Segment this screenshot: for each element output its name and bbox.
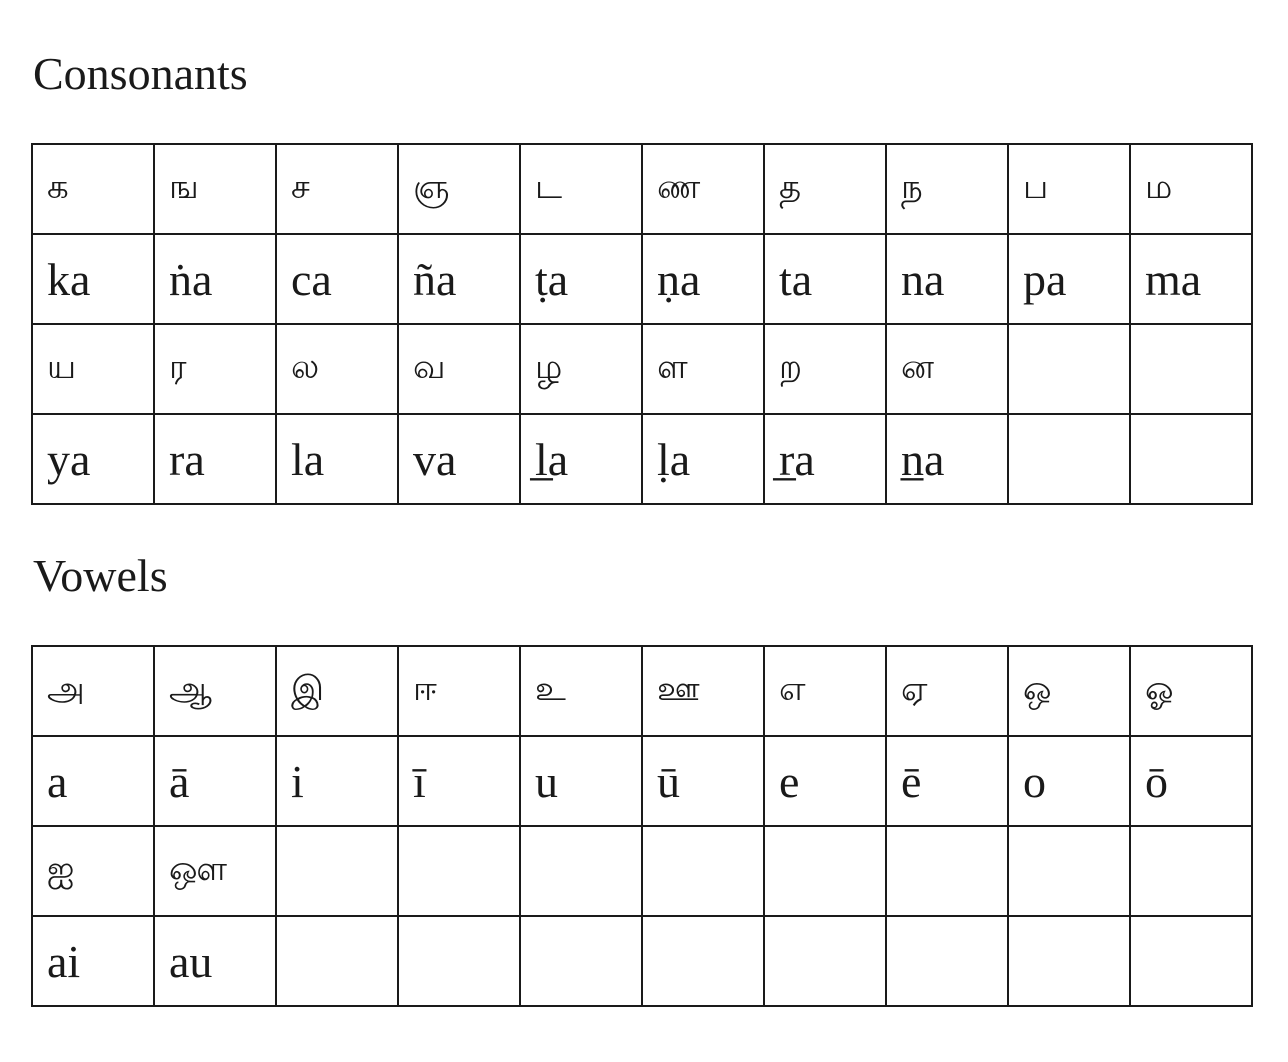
- consonants-tamil-letter-cell: ல: [276, 324, 398, 414]
- consonants-transliteration-cell: ka: [32, 234, 154, 324]
- consonants-transliteration-cell: ḷa: [642, 414, 764, 504]
- vowels-transliteration-cell: u: [520, 736, 642, 826]
- consonants-transliteration-cell: l̲a: [520, 414, 642, 504]
- vowels-tamil-letter-cell: [276, 826, 398, 916]
- consonants-script-row: [32, 324, 1252, 414]
- vowels-transliteration-cell: i: [276, 736, 398, 826]
- vowels-heading: Vowels: [33, 550, 168, 601]
- vowels-tamil-letter-cell: [1130, 826, 1252, 916]
- consonants-tamil-letter-cell: ள: [642, 324, 764, 414]
- consonants-tamil-letter-cell: ப: [1008, 144, 1130, 234]
- vowels-tamil-letter-cell: ஏ: [886, 646, 1008, 736]
- vowels-transliteration-cell: ai: [32, 916, 154, 1006]
- vowels-tamil-letter-cell: ஐ: [32, 826, 154, 916]
- vowels-transliteration-cell: [276, 916, 398, 1006]
- vowels-transliteration-cell: ō: [1130, 736, 1252, 826]
- vowels-tamil-letter-cell: ஓ: [1130, 646, 1252, 736]
- vowels-transliteration-cell: e: [764, 736, 886, 826]
- consonants-latin-row: [32, 234, 1252, 324]
- vowels-tamil-letter-cell: [520, 826, 642, 916]
- vowels-tamil-letter-cell: [398, 826, 520, 916]
- vowels-tamil-letter-cell: ஆ: [154, 646, 276, 736]
- consonants-tamil-letter-cell: த: [764, 144, 886, 234]
- consonants-tamil-letter-cell: ழ: [520, 324, 642, 414]
- vowels-transliteration-cell: [886, 916, 1008, 1006]
- consonants-tamil-letter-cell: ய: [32, 324, 154, 414]
- vowels-transliteration-cell: ā: [154, 736, 276, 826]
- consonants-script-row: [32, 144, 1252, 234]
- vowels-script-row: [32, 646, 1252, 736]
- consonants-transliteration-cell: [1008, 414, 1130, 504]
- consonants-tamil-letter-cell: வ: [398, 324, 520, 414]
- consonants-transliteration-cell: ña: [398, 234, 520, 324]
- consonants-table: [31, 143, 1253, 505]
- consonants-heading: Consonants: [33, 48, 248, 99]
- consonants-transliteration-cell: ṭa: [520, 234, 642, 324]
- vowels-tamil-letter-cell: [886, 826, 1008, 916]
- consonants-transliteration-cell: ra: [154, 414, 276, 504]
- consonants-transliteration-cell: [1130, 414, 1252, 504]
- vowels-transliteration-cell: au: [154, 916, 276, 1006]
- consonants-tamil-letter-cell: க: [32, 144, 154, 234]
- vowels-transliteration-cell: a: [32, 736, 154, 826]
- consonants-transliteration-cell: na: [886, 234, 1008, 324]
- vowels-script-row: [32, 826, 1252, 916]
- vowels-latin-row: [32, 916, 1252, 1006]
- vowels-transliteration-cell: [1130, 916, 1252, 1006]
- vowels-tamil-letter-cell: ஈ: [398, 646, 520, 736]
- consonants-tamil-letter-cell: [1008, 324, 1130, 414]
- vowels-transliteration-cell: [642, 916, 764, 1006]
- consonants-latin-row: [32, 414, 1252, 504]
- consonants-transliteration-cell: va: [398, 414, 520, 504]
- vowels-tamil-letter-cell: ஒ: [1008, 646, 1130, 736]
- consonants-tamil-letter-cell: ர: [154, 324, 276, 414]
- vowels-transliteration-cell: [1008, 916, 1130, 1006]
- consonants-tamil-letter-cell: ட: [520, 144, 642, 234]
- vowels-tamil-letter-cell: அ: [32, 646, 154, 736]
- vowels-table: [31, 645, 1253, 1007]
- vowels-transliteration-cell: ī: [398, 736, 520, 826]
- consonants-transliteration-cell: n̲a: [886, 414, 1008, 504]
- consonants-transliteration-cell: pa: [1008, 234, 1130, 324]
- consonants-transliteration-cell: ṇa: [642, 234, 764, 324]
- consonants-tamil-letter-cell: ம: [1130, 144, 1252, 234]
- vowels-transliteration-cell: ē: [886, 736, 1008, 826]
- consonants-tamil-letter-cell: ன: [886, 324, 1008, 414]
- vowels-transliteration-cell: [764, 916, 886, 1006]
- consonants-tamil-letter-cell: ண: [642, 144, 764, 234]
- consonants-tamil-letter-cell: ந: [886, 144, 1008, 234]
- consonants-table-body: [32, 144, 1252, 504]
- vowels-tamil-letter-cell: ஔ: [154, 826, 276, 916]
- consonants-transliteration-cell: r̲a: [764, 414, 886, 504]
- vowels-tamil-letter-cell: [764, 826, 886, 916]
- consonants-tamil-letter-cell: ற: [764, 324, 886, 414]
- vowels-tamil-letter-cell: [1008, 826, 1130, 916]
- consonants-transliteration-cell: ma: [1130, 234, 1252, 324]
- consonants-tamil-letter-cell: ஞ: [398, 144, 520, 234]
- vowels-tamil-letter-cell: இ: [276, 646, 398, 736]
- consonants-transliteration-cell: ya: [32, 414, 154, 504]
- vowels-transliteration-cell: ū: [642, 736, 764, 826]
- vowels-transliteration-cell: [520, 916, 642, 1006]
- vowels-transliteration-cell: o: [1008, 736, 1130, 826]
- consonants-transliteration-cell: ta: [764, 234, 886, 324]
- vowels-tamil-letter-cell: உ: [520, 646, 642, 736]
- vowels-latin-row: [32, 736, 1252, 826]
- consonants-transliteration-cell: ca: [276, 234, 398, 324]
- vowels-transliteration-cell: [398, 916, 520, 1006]
- consonants-transliteration-cell: la: [276, 414, 398, 504]
- vowels-tamil-letter-cell: [642, 826, 764, 916]
- consonants-tamil-letter-cell: ங: [154, 144, 276, 234]
- consonants-tamil-letter-cell: ச: [276, 144, 398, 234]
- vowels-tamil-letter-cell: எ: [764, 646, 886, 736]
- consonants-tamil-letter-cell: [1130, 324, 1252, 414]
- vowels-table-body: [32, 646, 1252, 1006]
- vowels-tamil-letter-cell: ஊ: [642, 646, 764, 736]
- consonants-transliteration-cell: ṅa: [154, 234, 276, 324]
